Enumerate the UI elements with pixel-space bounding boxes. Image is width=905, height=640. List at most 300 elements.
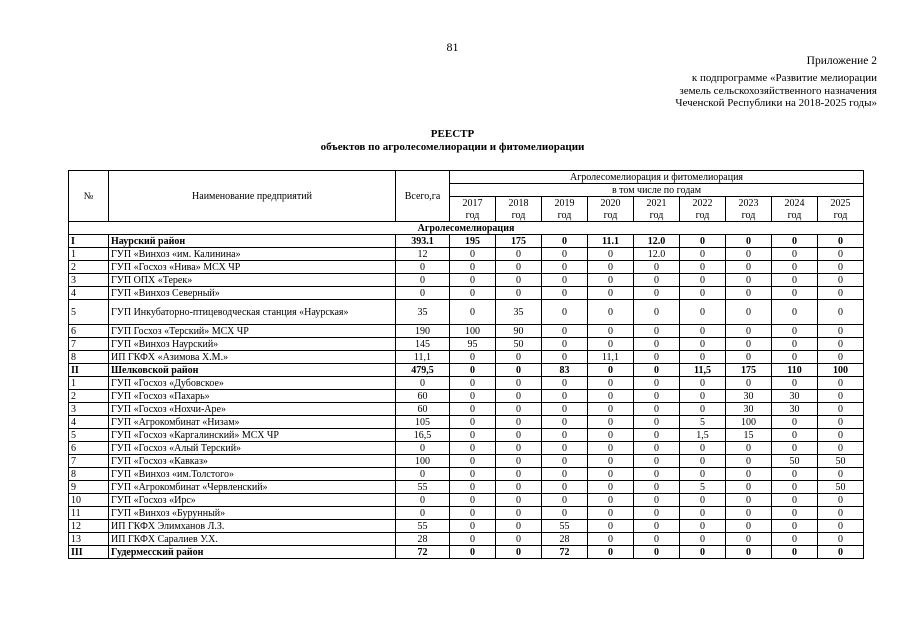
row-number: 5	[69, 429, 109, 442]
year-value: 0	[726, 287, 772, 300]
year-value: 0	[818, 274, 864, 287]
year-value: 0	[496, 533, 542, 546]
year-value: 0	[726, 494, 772, 507]
enterprise-row	[69, 416, 864, 429]
header-year-suffix: год	[818, 209, 864, 222]
year-value: 0	[818, 325, 864, 338]
year-value: 0	[588, 403, 634, 416]
appendix-label: Приложение 2	[806, 55, 877, 67]
year-value: 195	[450, 235, 496, 248]
row-total: 28	[396, 533, 450, 546]
header-year: 2017	[450, 197, 496, 210]
row-number: 9	[69, 481, 109, 494]
year-value: 0	[726, 468, 772, 481]
year-value: 0	[588, 390, 634, 403]
enterprise-name: ГУП «Винхоз «им.Толстого»	[109, 468, 396, 481]
year-value: 0	[450, 533, 496, 546]
section-title: Агролесомелиорация	[69, 222, 864, 235]
header-years-caption: в том числе по годам	[450, 184, 864, 197]
header-group: Агролесомелиорация и фитомелиорация	[450, 171, 864, 184]
year-value: 0	[772, 274, 818, 287]
year-value: 0	[450, 442, 496, 455]
year-value: 95	[450, 338, 496, 351]
row-number: 11	[69, 507, 109, 520]
year-value: 0	[634, 364, 680, 377]
year-value: 0	[726, 546, 772, 559]
year-value: 90	[496, 325, 542, 338]
year-value: 0	[450, 300, 496, 325]
enterprise-row	[69, 429, 864, 442]
year-value: 0	[634, 403, 680, 416]
year-value: 0	[726, 455, 772, 468]
year-value: 72	[542, 546, 588, 559]
district-row	[69, 235, 864, 248]
header-year: 2024	[772, 197, 818, 210]
year-value: 50	[818, 455, 864, 468]
header-enterprise-name: Наименование предприятий	[109, 171, 396, 222]
enterprise-row	[69, 274, 864, 287]
year-value: 0	[680, 377, 726, 390]
year-value: 0	[450, 507, 496, 520]
year-value: 0	[818, 261, 864, 274]
year-value: 0	[818, 377, 864, 390]
year-value: 0	[680, 455, 726, 468]
row-number: 3	[69, 403, 109, 416]
year-value: 100	[726, 416, 772, 429]
year-value: 0	[818, 546, 864, 559]
year-value: 0	[450, 416, 496, 429]
year-value: 55	[542, 520, 588, 533]
enterprise-row	[69, 261, 864, 274]
year-value: 0	[634, 351, 680, 364]
year-value: 175	[496, 235, 542, 248]
year-value: 0	[818, 287, 864, 300]
year-value: 0	[542, 338, 588, 351]
enterprise-name: Гудермесский район	[109, 546, 396, 559]
enterprise-row	[69, 287, 864, 300]
year-value: 0	[450, 403, 496, 416]
year-value: 0	[772, 429, 818, 442]
row-number: 10	[69, 494, 109, 507]
year-value: 0	[588, 338, 634, 351]
year-value: 0	[542, 287, 588, 300]
year-value: 0	[818, 416, 864, 429]
document-title-block	[0, 128, 905, 154]
year-value: 0	[726, 300, 772, 325]
year-value: 0	[588, 494, 634, 507]
year-value: 0	[772, 416, 818, 429]
year-value: 0	[680, 442, 726, 455]
year-value: 0	[726, 325, 772, 338]
year-value: 0	[496, 261, 542, 274]
year-value: 0	[588, 442, 634, 455]
year-value: 0	[588, 468, 634, 481]
year-value: 0	[726, 248, 772, 261]
row-total: 0	[396, 494, 450, 507]
year-value: 0	[680, 468, 726, 481]
year-value: 0	[680, 390, 726, 403]
year-value: 0	[680, 507, 726, 520]
year-value: 0	[680, 235, 726, 248]
enterprise-row	[69, 520, 864, 533]
year-value: 0	[450, 429, 496, 442]
year-value: 0	[542, 300, 588, 325]
row-number: 13	[69, 533, 109, 546]
row-number: 3	[69, 274, 109, 287]
year-value: 0	[450, 468, 496, 481]
year-value: 30	[726, 390, 772, 403]
row-total: 0	[396, 274, 450, 287]
year-value: 35	[496, 300, 542, 325]
year-value: 0	[818, 235, 864, 248]
enterprise-row	[69, 403, 864, 416]
year-value: 0	[542, 429, 588, 442]
row-total: 0	[396, 507, 450, 520]
header-year: 2018	[496, 197, 542, 210]
year-value: 0	[588, 377, 634, 390]
year-value: 0	[496, 351, 542, 364]
enterprise-row	[69, 468, 864, 481]
year-value: 0	[588, 546, 634, 559]
year-value: 0	[496, 520, 542, 533]
year-value: 0	[772, 494, 818, 507]
registry-table	[68, 170, 864, 559]
year-value: 0	[818, 442, 864, 455]
enterprise-name: ГУП Инкубаторно-птицеводческая станция «Наурская»	[109, 300, 396, 325]
year-value: 83	[542, 364, 588, 377]
year-value: 0	[818, 300, 864, 325]
year-value: 0	[818, 390, 864, 403]
year-value: 0	[634, 261, 680, 274]
year-value: 30	[772, 403, 818, 416]
year-value: 175	[726, 364, 772, 377]
year-value: 5	[680, 416, 726, 429]
enterprise-name: ГУП «Госхоз «Нохчи-Аре»	[109, 403, 396, 416]
year-value: 0	[726, 520, 772, 533]
row-total: 11,1	[396, 351, 450, 364]
year-value: 0	[634, 533, 680, 546]
row-total: 55	[396, 481, 450, 494]
year-value: 0	[496, 416, 542, 429]
year-value: 0	[680, 533, 726, 546]
year-value: 0	[680, 351, 726, 364]
year-value: 12.0	[634, 235, 680, 248]
year-value: 0	[588, 533, 634, 546]
row-number: 7	[69, 455, 109, 468]
year-value: 0	[680, 325, 726, 338]
year-value: 0	[680, 546, 726, 559]
year-value: 0	[542, 403, 588, 416]
year-value: 0	[680, 300, 726, 325]
enterprise-name: ГУП ОПХ «Терек»	[109, 274, 396, 287]
enterprise-name: ГУП «Госхоз «Каргалинский» МСХ ЧР	[109, 429, 396, 442]
year-value: 0	[634, 274, 680, 287]
year-value: 0	[496, 455, 542, 468]
header-year-suffix: год	[450, 209, 496, 222]
year-value: 0	[726, 377, 772, 390]
year-value: 0	[496, 248, 542, 261]
year-value: 0	[726, 507, 772, 520]
year-value: 30	[726, 403, 772, 416]
year-value: 0	[818, 520, 864, 533]
year-value: 0	[542, 351, 588, 364]
year-value: 0	[634, 416, 680, 429]
year-value: 0	[772, 546, 818, 559]
year-value: 0	[680, 403, 726, 416]
year-value: 0	[726, 442, 772, 455]
year-value: 0	[818, 351, 864, 364]
year-value: 0	[818, 403, 864, 416]
row-total: 145	[396, 338, 450, 351]
year-value: 0	[634, 520, 680, 533]
year-value: 0	[496, 364, 542, 377]
year-value: 0	[496, 274, 542, 287]
header-year-suffix: год	[496, 209, 542, 222]
year-value: 0	[542, 390, 588, 403]
year-value: 11,1	[588, 351, 634, 364]
year-value: 0	[634, 546, 680, 559]
enterprise-row	[69, 248, 864, 261]
row-total: 72	[396, 546, 450, 559]
year-value: 50	[496, 338, 542, 351]
row-number: 8	[69, 351, 109, 364]
enterprise-name: ИП ГКФХ «Азимова Х.М.»	[109, 351, 396, 364]
row-total: 55	[396, 520, 450, 533]
header-year-suffix: год	[680, 209, 726, 222]
year-value: 0	[772, 468, 818, 481]
header-year: 2021	[634, 197, 680, 210]
document-subtitle: объектов по агролесомелиорации и фитомелиорации	[320, 141, 585, 153]
enterprise-row	[69, 390, 864, 403]
row-number: III	[69, 546, 109, 559]
enterprise-name: ГУП «Винхоз Наурский»	[109, 338, 396, 351]
header-year-suffix: год	[726, 209, 772, 222]
enterprise-row	[69, 377, 864, 390]
row-total: 60	[396, 403, 450, 416]
year-value: 1,5	[680, 429, 726, 442]
header-total: Всего,га	[396, 171, 450, 222]
year-value: 0	[818, 507, 864, 520]
year-value: 0	[542, 468, 588, 481]
year-value: 0	[634, 287, 680, 300]
year-value: 0	[680, 248, 726, 261]
year-value: 15	[726, 429, 772, 442]
year-value: 0	[588, 300, 634, 325]
year-value: 0	[496, 468, 542, 481]
row-number: 2	[69, 261, 109, 274]
year-value: 0	[450, 390, 496, 403]
year-value: 110	[772, 364, 818, 377]
year-value: 0	[496, 507, 542, 520]
row-number: 6	[69, 325, 109, 338]
year-value: 0	[588, 287, 634, 300]
row-total: 0	[396, 261, 450, 274]
year-value: 0	[450, 377, 496, 390]
year-value: 0	[496, 429, 542, 442]
year-value: 0	[818, 338, 864, 351]
header-year: 2025	[818, 197, 864, 210]
year-value: 0	[634, 455, 680, 468]
year-value: 0	[726, 274, 772, 287]
subprogram-line: к подпрограмме «Развитие мелиорации	[691, 72, 877, 84]
header-year-suffix: год	[588, 209, 634, 222]
year-value: 0	[588, 481, 634, 494]
year-value: 0	[450, 455, 496, 468]
year-value: 0	[634, 494, 680, 507]
year-value: 0	[772, 325, 818, 338]
year-value: 0	[450, 481, 496, 494]
year-value: 0	[680, 338, 726, 351]
year-value: 0	[588, 248, 634, 261]
enterprise-name: ГУП «Винхоз Северный»	[109, 287, 396, 300]
row-number: 8	[69, 468, 109, 481]
year-value: 100	[450, 325, 496, 338]
enterprise-name: ГУП Госхоз «Терский» МСХ ЧР	[109, 325, 396, 338]
year-value: 0	[496, 377, 542, 390]
year-value: 0	[588, 455, 634, 468]
row-number: 4	[69, 287, 109, 300]
enterprise-name: ГУП «Винхоз «им. Калинина»	[109, 248, 396, 261]
enterprise-name: ГУП «Госхоз «Дубовское»	[109, 377, 396, 390]
year-value: 0	[634, 325, 680, 338]
year-value: 0	[634, 481, 680, 494]
year-value: 0	[450, 546, 496, 559]
year-value: 0	[680, 261, 726, 274]
year-value: 0	[772, 481, 818, 494]
year-value: 0	[588, 507, 634, 520]
year-value: 0	[542, 507, 588, 520]
year-value: 0	[542, 416, 588, 429]
year-value: 0	[726, 533, 772, 546]
header-year: 2022	[680, 197, 726, 210]
row-number: 4	[69, 416, 109, 429]
year-value: 0	[680, 287, 726, 300]
enterprise-name: ГУП «Госхоз «Кавказ»	[109, 455, 396, 468]
year-value: 0	[450, 248, 496, 261]
subprogram-line: земель сельскохозяйственного назначения	[679, 84, 877, 97]
year-value: 0	[496, 494, 542, 507]
enterprise-row	[69, 455, 864, 468]
year-value: 0	[726, 481, 772, 494]
row-total: 479,5	[396, 364, 450, 377]
row-number: 2	[69, 390, 109, 403]
enterprise-name: ГУП «Госхоз «Алый Терский»	[109, 442, 396, 455]
year-value: 0	[818, 429, 864, 442]
year-value: 0	[496, 481, 542, 494]
page-number: 81	[446, 40, 459, 54]
year-value: 0	[772, 235, 818, 248]
row-number: 1	[69, 248, 109, 261]
year-value: 0	[450, 520, 496, 533]
year-value: 0	[496, 403, 542, 416]
district-row	[69, 546, 864, 559]
year-value: 0	[542, 274, 588, 287]
year-value: 0	[588, 325, 634, 338]
row-number: 6	[69, 442, 109, 455]
year-value: 0	[818, 533, 864, 546]
year-value: 0	[588, 429, 634, 442]
year-value: 0	[772, 377, 818, 390]
enterprise-row	[69, 351, 864, 364]
year-value: 0	[772, 261, 818, 274]
row-total: 100	[396, 455, 450, 468]
row-total: 12	[396, 248, 450, 261]
year-value: 0	[542, 455, 588, 468]
year-value: 0	[450, 287, 496, 300]
row-total: 393.1	[396, 235, 450, 248]
enterprise-row	[69, 481, 864, 494]
enterprise-name: Наурский район	[109, 235, 396, 248]
year-value: 0	[450, 261, 496, 274]
year-value: 0	[542, 248, 588, 261]
enterprise-name: ГУП «Госхоз «Ирс»	[109, 494, 396, 507]
year-value: 0	[772, 300, 818, 325]
year-value: 0	[542, 325, 588, 338]
year-value: 0	[588, 416, 634, 429]
year-value: 0	[588, 274, 634, 287]
year-value: 0	[772, 248, 818, 261]
row-total: 0	[396, 287, 450, 300]
year-value: 0	[818, 248, 864, 261]
enterprise-name: ГУП «Агрокомбинат «Червленский»	[109, 481, 396, 494]
row-total: 0	[396, 468, 450, 481]
row-number: 12	[69, 520, 109, 533]
enterprise-row	[69, 507, 864, 520]
year-value: 0	[634, 507, 680, 520]
district-row	[69, 364, 864, 377]
year-value: 0	[680, 494, 726, 507]
year-value: 0	[588, 261, 634, 274]
row-total: 0	[396, 442, 450, 455]
row-total: 35	[396, 300, 450, 325]
enterprise-row	[69, 325, 864, 338]
year-value: 0	[542, 442, 588, 455]
year-value: 0	[818, 494, 864, 507]
row-number: II	[69, 364, 109, 377]
header-year-suffix: год	[634, 209, 680, 222]
year-value: 12.0	[634, 248, 680, 261]
enterprise-row	[69, 338, 864, 351]
row-total: 60	[396, 390, 450, 403]
enterprise-name: ГУП «Винхоз «Бурунный»	[109, 507, 396, 520]
year-value: 0	[542, 235, 588, 248]
header-year: 2023	[726, 197, 772, 210]
enterprise-row	[69, 300, 864, 325]
year-value: 0	[726, 338, 772, 351]
year-value: 0	[772, 507, 818, 520]
year-value: 0	[542, 481, 588, 494]
year-value: 0	[542, 261, 588, 274]
year-value: 0	[496, 390, 542, 403]
year-value: 0	[772, 533, 818, 546]
header-year-suffix: год	[772, 209, 818, 222]
enterprise-row	[69, 442, 864, 455]
year-value: 0	[634, 429, 680, 442]
year-value: 0	[772, 442, 818, 455]
row-number: 1	[69, 377, 109, 390]
year-value: 0	[634, 300, 680, 325]
enterprise-name: ИП ГКФХ Элимханов Л.З.	[109, 520, 396, 533]
year-value: 0	[588, 364, 634, 377]
year-value: 0	[680, 520, 726, 533]
row-total: 190	[396, 325, 450, 338]
year-value: 0	[772, 520, 818, 533]
year-value: 50	[772, 455, 818, 468]
header-year-suffix: год	[542, 209, 588, 222]
enterprise-name: ГУП «Агрокомбинат «Низам»	[109, 416, 396, 429]
year-value: 0	[496, 546, 542, 559]
subprogram-reference	[675, 72, 877, 110]
